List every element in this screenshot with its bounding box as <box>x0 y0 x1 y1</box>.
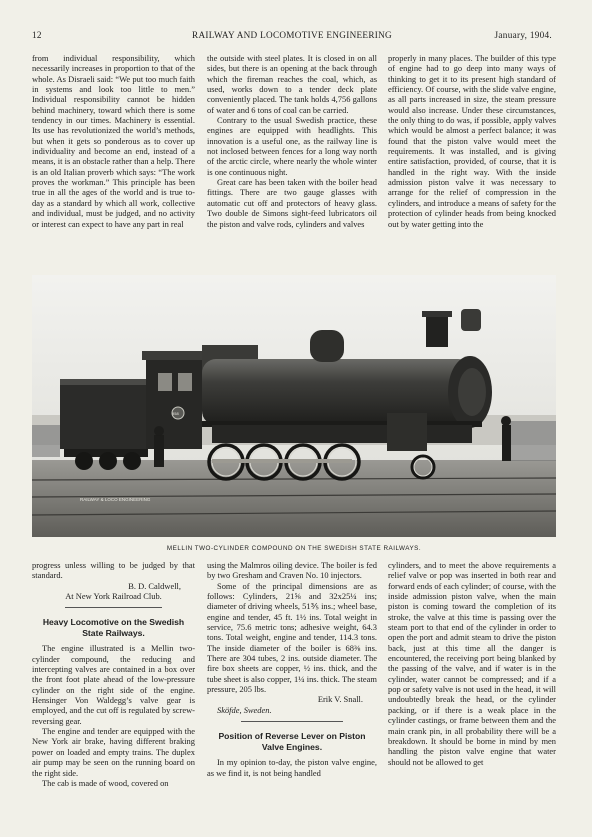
page-number: 12 <box>32 30 42 40</box>
top-column-2 <box>207 53 377 263</box>
bottom-column-2 <box>207 560 377 830</box>
paragraph: Contrary to the usual Swedish practice, these engines are equipped with headlights. This innovation is a useful one, as the railway line is not inclosed between fences for a long way north of the arctic circle, where nearly the whole winter is one continuous night. <box>207 115 377 177</box>
top-column-3 <box>388 53 556 263</box>
bottom-column-1 <box>32 560 195 830</box>
bottom-column-3 <box>388 560 556 830</box>
paragraph: the outside with steel plates. It is closed in on all sides, but there is an opening at the back through which the fireman reaches the coal, which, as used, works down to a tender deck plate conveniently placed. The tank holds 4,756 gallons of water and 6 tons of coal can be carried. <box>207 53 377 115</box>
cab-number-text: 958 <box>172 411 179 416</box>
author-signature: Erik V. Snall. <box>317 694 363 705</box>
journal-title: RAILWAY AND LOCOMOTIVE ENGINEERING <box>192 30 392 40</box>
paragraph: properly in many places. The builder of this type of engine had to go deep into many ways of thinking to get it to its present high standard of efficiency. Of course, with the slide valve engine, as all parts increased in size, the steam pressure would also increase. Under these circumstances, the only thing to do was, if possible, apply valves which would be almost a perfect balance; it was found that the piston valve would meet the requirements. It was installed, and is giving entire satisfaction, provided, of course, that it is handled in the right way. With the inside admission piston valve it was necessary to arrange for the relief of compression in the cylinders, and introduce a means of safety for the protection of cylinder heads from being knocked out by water getting into the <box>388 53 556 229</box>
author-signature: B. D. Caldwell, <box>128 580 181 591</box>
paragraph: Great care has been taken with the boiler head fittings. There are two gauge glasses with automatic cut off and protectors of heavy glass. Two double de Simons sight-feed lubricators oil the piston and valve rods, cylinders and valves <box>207 177 377 229</box>
paragraph: The engine and tender are equipped with the New York air brake, having different braking power on loaded and empty trains. The duplex air pump may be seen on the running board on the right side. <box>32 726 195 778</box>
page-header <box>32 30 552 44</box>
paragraph: The engine illustrated is a Mellin two-cylinder compound, the reducing and intercepting valves are contained in a box over the front foot plate ahead of the low-pressure cylinder on the right side of the engine. Hensinger Von Waldegg’s valve gear is employed, and the cut off is regulated by screw-reversing gear. <box>32 643 195 726</box>
paragraph: from individual responsibility, which necessarily increases in proportion to that of the whole. As Disraeli said: “We put too much faith in systems and look too little to men.” Individual responsibility cannot be hidden behind machinery, toward which there is some tendency in our times. Machinery is essential. Its use has revolutionized the world’s methods, but when it gets so ponderous as to cover up individuality and become an end, instead of a means, it is an obstacle rather than a help. There is an old Italian proverb which says: “The work proves the workman.” This principle has been true in all the ages of the world and is true to-day as a standard by which all work, collective and individual, must be judged, and no activity or interest can expect to have any part in real <box>32 53 195 229</box>
photo-caption: MELLIN TWO-CYLINDER COMPOUND ON THE SWEDISH STATE RAILWAYS. <box>166 545 422 552</box>
paragraph: cylinders, and to meet the above requirements a relief valve or pop was inserted in both rear and forward ends of each cylinder; of course, with the inside admission piston valve, when the main piston is coming toward the completion of its stroke, the valve at this time is passing over the steam port to that end of the cylinder in order to open the port and admit steam to drive the piston back, just at this time all the danger is encountered, the receiving port being blanked by the passing of the valve, and if water is in the cylinder, water cannot be compressed; and if a pop or safety valve is not used in the head, it will undoubtedly break the head, or the cylinder packing, or if there is a weak place in the cylinder castings, or frame between them and the main crank pin, in all probability there will be a breakdown. It should be borne in mind by men handling the piston valve engine that water should not be allowed to get <box>388 560 556 767</box>
locomotive-photo <box>32 275 556 537</box>
paragraph: The cab is made of wood, covered on <box>42 777 169 788</box>
paragraph: progress unless willing to be judged by that standard. <box>32 560 195 581</box>
paragraph: In my opinion to-day, the piston valve engine, as we find it, is not being handled <box>207 757 377 778</box>
paragraph: Some of the principal dimensions are as follows: Cylinders, 21⅝ and 32x25¼ ins; diameter of driving wheels, 51⅗ ins.; wheel base, engine and tender, 45 ft. 1½ ins. Total weight in service, 75.6 metric tons; adhesive weight, 64.3 tons. Total weight, engine and tender, 114.3 tons. The inside diameter of the boiler is 68⅜ ins. There are 304 tubes, 2 ins. outside diameter. The fire box sheets are copper, ½ ins. thick, and the tube sheet is also copper, 1¼ ins. thick. The steam pressure, 205 lbs. <box>207 580 377 695</box>
top-column-1 <box>32 53 195 263</box>
paragraph: using the Malmros oiling device. The boiler is fed by two Gresham and Craven No. 10 injectors. <box>207 560 377 581</box>
article-heading: Heavy Locomotive on the Swedish State Railways. <box>42 617 185 638</box>
photo-plate-text: RAILWAY & LOCO ENGINEERING <box>80 497 151 502</box>
section-divider <box>241 721 343 722</box>
signature-place: Sköfde, Sweden. <box>217 704 272 715</box>
signature-place: At New York Railroad Club. <box>65 591 162 602</box>
issue-date: January, 1904. <box>494 30 552 40</box>
section-divider <box>65 607 163 608</box>
article-heading: Position of Reverse Lever on Piston Valve Engines. <box>218 731 366 752</box>
